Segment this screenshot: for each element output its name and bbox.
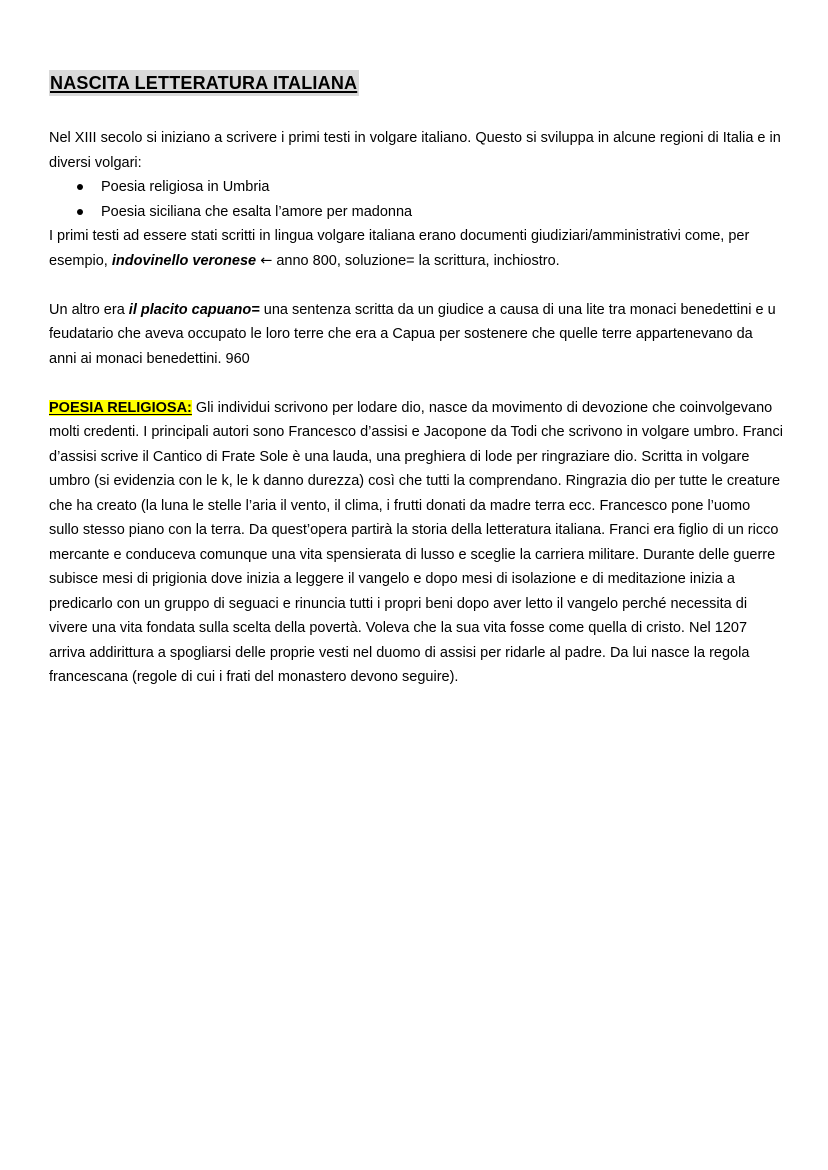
spacer bbox=[49, 371, 784, 396]
placito-text: una sentenza scritta da un giudice a causa di una lite tra monaci benedettini e u feudatario che aveva occupato le loro terre che era a Capua per sostenere che quelle terre appartenevano da anni ai monaci benedettini. 960 bbox=[49, 301, 776, 367]
indovinello-detail: anno 800, soluzione= la scrittura, inchiostro. bbox=[276, 252, 560, 269]
intro-paragraph: Nel XIII secolo si iniziano a scrivere i primi testi in volgare italiano. Questo si sviluppa in alcune regioni di Italia e in diversi volgari: bbox=[49, 130, 781, 171]
placito-paragraph bbox=[49, 298, 784, 372]
first-texts-paragraph bbox=[49, 224, 784, 273]
poesia-heading: POESIA RELIGIOSA: bbox=[49, 399, 192, 416]
poesia-paragraph bbox=[49, 396, 784, 690]
list-item: Poesia religiosa in Umbria bbox=[101, 175, 784, 200]
indovinello-term: indovinello veronese bbox=[111, 252, 257, 269]
page-title: NASCITA LETTERATURA ITALIANA bbox=[49, 70, 359, 96]
poesia-text: Gli individui scrivono per lodare dio, nasce da movimento di devozione che coinvolgevano molti credenti. I principali autori sono Francesco d’assisi e Jacopone da Todi che scrivono in volgare umbro. Franci d’assisi scrive il Cantico di Frate Sole è una lauda, una preghiera di lode per ringraziare dio. Scritta in volgare umbro (si evidenzia con le k, le k danno durezza) così che tutti la comprendano. Ringrazia dio per tutte le creature che ha creato (la luna le stelle l’aria il vento, il clima, i frutti donati da madre terra ecc. Francesco pone l’uomo sullo stesso piano con la terra. Da quest’opera partirà la storia della letteratura italiana. Franci era figlio di un ricco mercante e conduceva comunque una vita spensierata di lusso e sceglie la carriera militare. Durante delle guerre subisce mesi di prigionia dove inizia a leggere il vangelo e dopo mesi di isolazione e di meditazione inizia a predicarlo con un gruppo di seguaci e rinuncia tutti i propri beni dopo aver letto il vangelo perché necessita di vivere una vita fondata sulla scelta della povertà. Voleva che la sua vita fosse come quella di cristo. Nel 1207 arriva addirittura a spogliarsi delle proprie vesti nel duomo di assisi per ridarle al padre. Da lui nasce la regola francescana (regole di cui i frati del monastero devono seguire). bbox=[49, 399, 783, 685]
spacer bbox=[49, 273, 784, 298]
list-item: Poesia siciliana che esalta l’amore per madonna bbox=[101, 200, 784, 225]
document-page bbox=[49, 70, 784, 690]
first-texts-text: I primi testi ad essere stati scritti in lingua volgare italiana erano documenti giudiziari/amministrativi come, per esempio, bbox=[49, 228, 750, 269]
placito-term: il placito capuano= bbox=[128, 301, 260, 318]
left-arrow-icon: ← bbox=[260, 252, 273, 269]
regions-list bbox=[49, 175, 784, 224]
placito-lead: Un altro era bbox=[49, 301, 125, 318]
